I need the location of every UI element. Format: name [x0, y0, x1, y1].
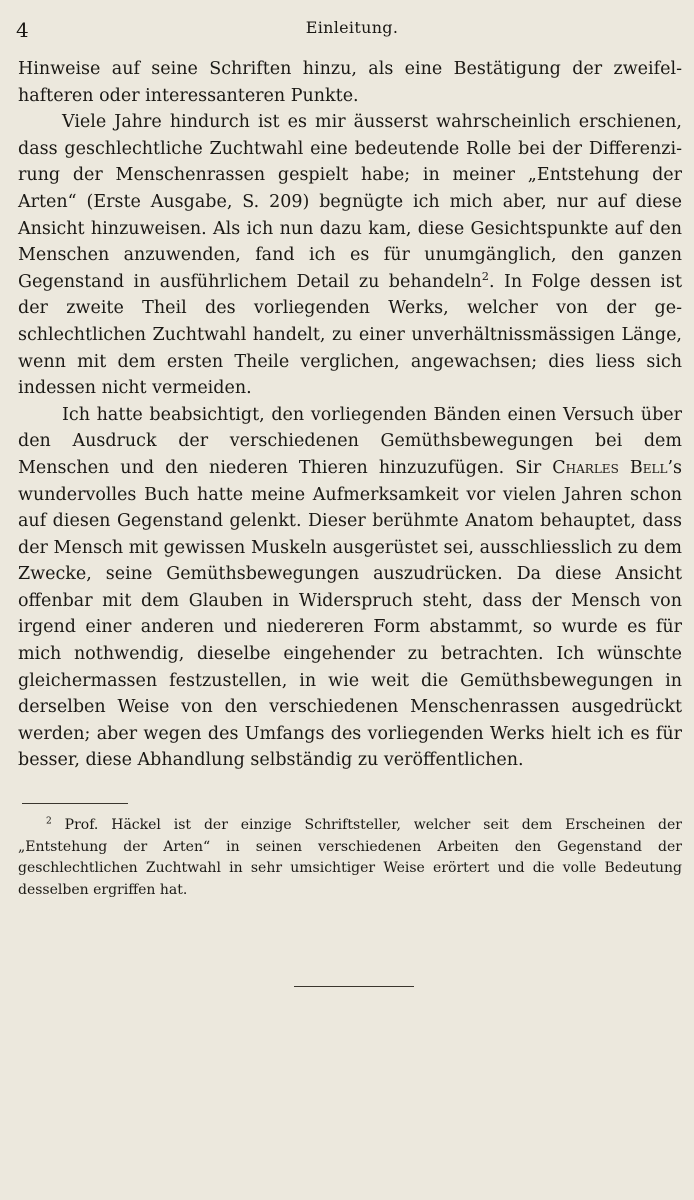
paragraph-3-text-b: ’s wundervolles Buch hatte meine Aufmerksamkeit vor vielen Jahren schon auf diesen Gegenstand gelenkt. Dieser berühmte Anatom behauptet, dass der Mensch mit gewissen Muskeln ausgerüstet sei, ausschliesslich zu dem Zwecke, seine Gemüthsbewegungen auszudrücken. Da diese Ansicht offenbar mit dem Glauben in Widerspruch steht, dass der Mensch von irgend einer anderen und niedereren Form abstammt, so wurde es für mich nothwendig, dieselbe eingehender zu betrachten. Ich wünschte gleichermassen festzustellen, in wie weit die Gemüthsbewegungen in derselben Weise von den verschiedenen Menschenrassen ausgedrückt werden; aber wegen des Umfangs des vorliegenden Werks hielt ich es für besser, diese Abhandlung selbständig zu veröffentlichen. — [18, 457, 682, 771]
paragraph-2-text-b: . In Folge dessen ist der zweite Theil des vorliegenden Werks, welcher von der geschlechtlichen Zuchtwahl handelt, zu einer unverhältnissmässigen Länge, wenn mit dem ersten Theile verglichen, angewachsen; dies liess sich indessen nicht vermeiden. — [18, 271, 682, 399]
paragraph-3-text-a: Ich hatte beabsichtigt, den vorliegenden Bänden einen Versuch über den Ausdruck der verschiedenen Gemüthsbewegungen bei dem Menschen und den niederen Thieren hinzuzufügen. Sir — [18, 404, 682, 478]
footnote-divider — [22, 803, 128, 804]
running-head — [16, 14, 688, 42]
running-head-title: Einleitung. — [305, 18, 399, 37]
paragraph-3 — [18, 402, 682, 774]
footnote-reference: 2 — [481, 268, 489, 283]
paragraph-1: Hinweise auf seine Schriften hinzu, als eine Bestätigung der zweifelhafteren oder interessanteren Punkte. — [18, 59, 682, 106]
paragraph-2 — [18, 109, 682, 402]
person-name: Charles Bell — [552, 457, 668, 478]
page-number: 4 — [16, 18, 29, 42]
footnote-marker: 2 — [46, 816, 52, 827]
end-divider — [294, 986, 414, 987]
footnote-text: Prof. Häckel ist der einzige Schriftsteller, welcher seit dem Erscheinen der „Entstehung der Arten“ in seinen verschiedenen Arbeiten den Gegenstand der geschlechtlichen Zuchtwahl in sehr umsichtiger Weise erörtert und die volle Bedeutung desselben ergriffen hat. — [18, 817, 682, 898]
footnote — [18, 815, 682, 901]
body-text — [18, 56, 682, 774]
paragraph-2-text-a: Viele Jahre hindurch ist es mir äusserst wahrscheinlich erschienen, dass geschlechtliche Zuchtwahl eine bedeutende Rolle bei der Differenzirung der Menschenrassen gespielt habe; in meiner „Entstehung der Arten“ (Erste Ausgabe, S. 209) begnügte ich mich aber, nur auf diese Ansicht hinzuweisen. Als ich nun dazu kam, diese Gesichtspunkte auf den Menschen anzuwenden, fand ich es für unumgänglich, den ganzen Gegenstand in ausführlichem Detail zu behandeln — [18, 112, 682, 292]
